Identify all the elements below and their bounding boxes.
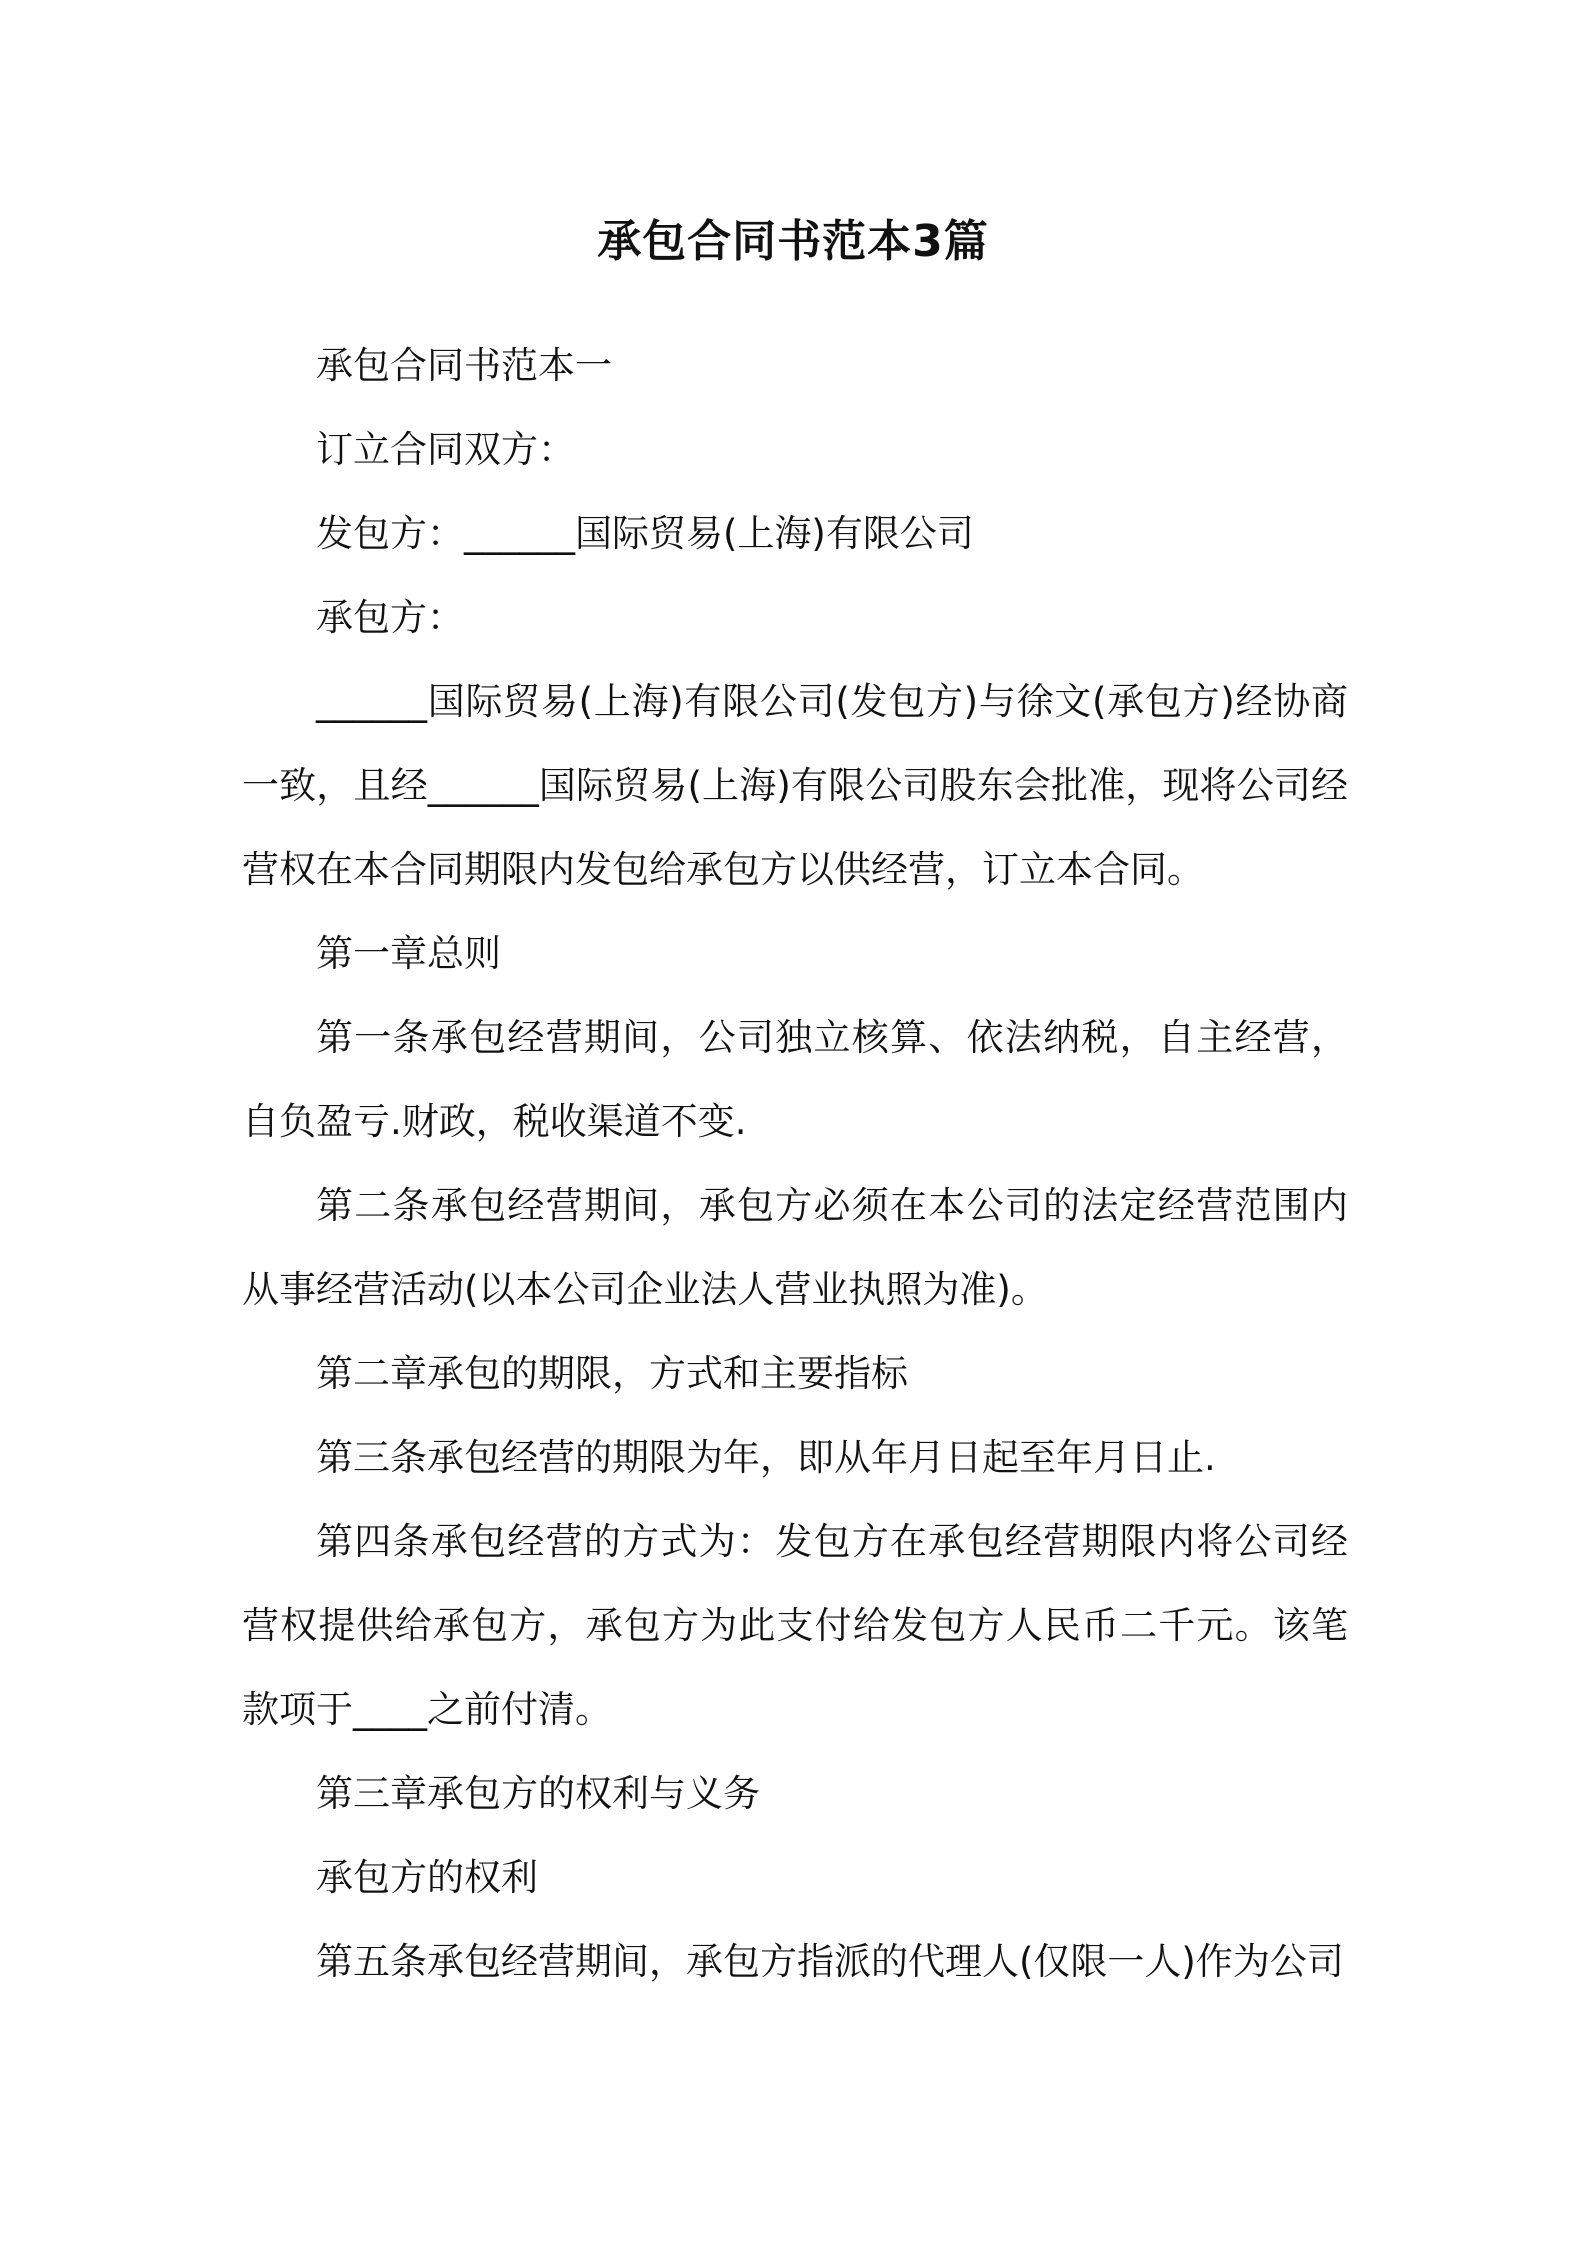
article-paragraph: 第三条承包经营的期限为年，即从年月日起至年月日止. [316,1436,1216,1479]
contractor-issuer-line: 发包方：______国际贸易(上海)有限公司 [316,512,974,555]
document-title: 承包合同书范本3篇 [597,216,989,267]
section-heading: 承包合同书范本一 [316,344,612,387]
chapter-heading: 第一章总则 [316,932,501,975]
contractor-line: 承包方： [316,596,464,639]
article-paragraph: 第四条承包经营的方式为：发包方在承包经营期限内将公司经营权提供给承包方，承包方为此支付给发包方人民币二千元。该笔款项于____之前付清。 [242,1520,1348,1731]
document-body [242,324,1348,2004]
preamble-paragraph: ______国际贸易(上海)有限公司(发包方)与徐文(承包方)经协商一致，且经______国际贸易(上海)有限公司股东会批准，现将公司经营权在本合同期限内发包给承包方以供经营，订立本合同。 [242,680,1348,891]
subsection-heading: 承包方的权利 [316,1856,538,1899]
article-paragraph: 第二条承包经营期间，承包方必须在本公司的法定经营范围内从事经营活动(以本公司企业法人营业执照为准)。 [242,1184,1348,1311]
chapter-heading: 第三章承包方的权利与义务 [316,1772,760,1815]
chapter-heading: 第二章承包的期限，方式和主要指标 [316,1352,908,1395]
article-paragraph: 第一条承包经营期间，公司独立核算、依法纳税，自主经营，自负盈亏.财政，税收渠道不变. [242,1016,1348,1143]
contract-parties-label: 订立合同双方： [316,428,575,471]
article-paragraph: 第五条承包经营期间，承包方指派的代理人(仅限一人)作为公司 [316,1940,1344,1983]
